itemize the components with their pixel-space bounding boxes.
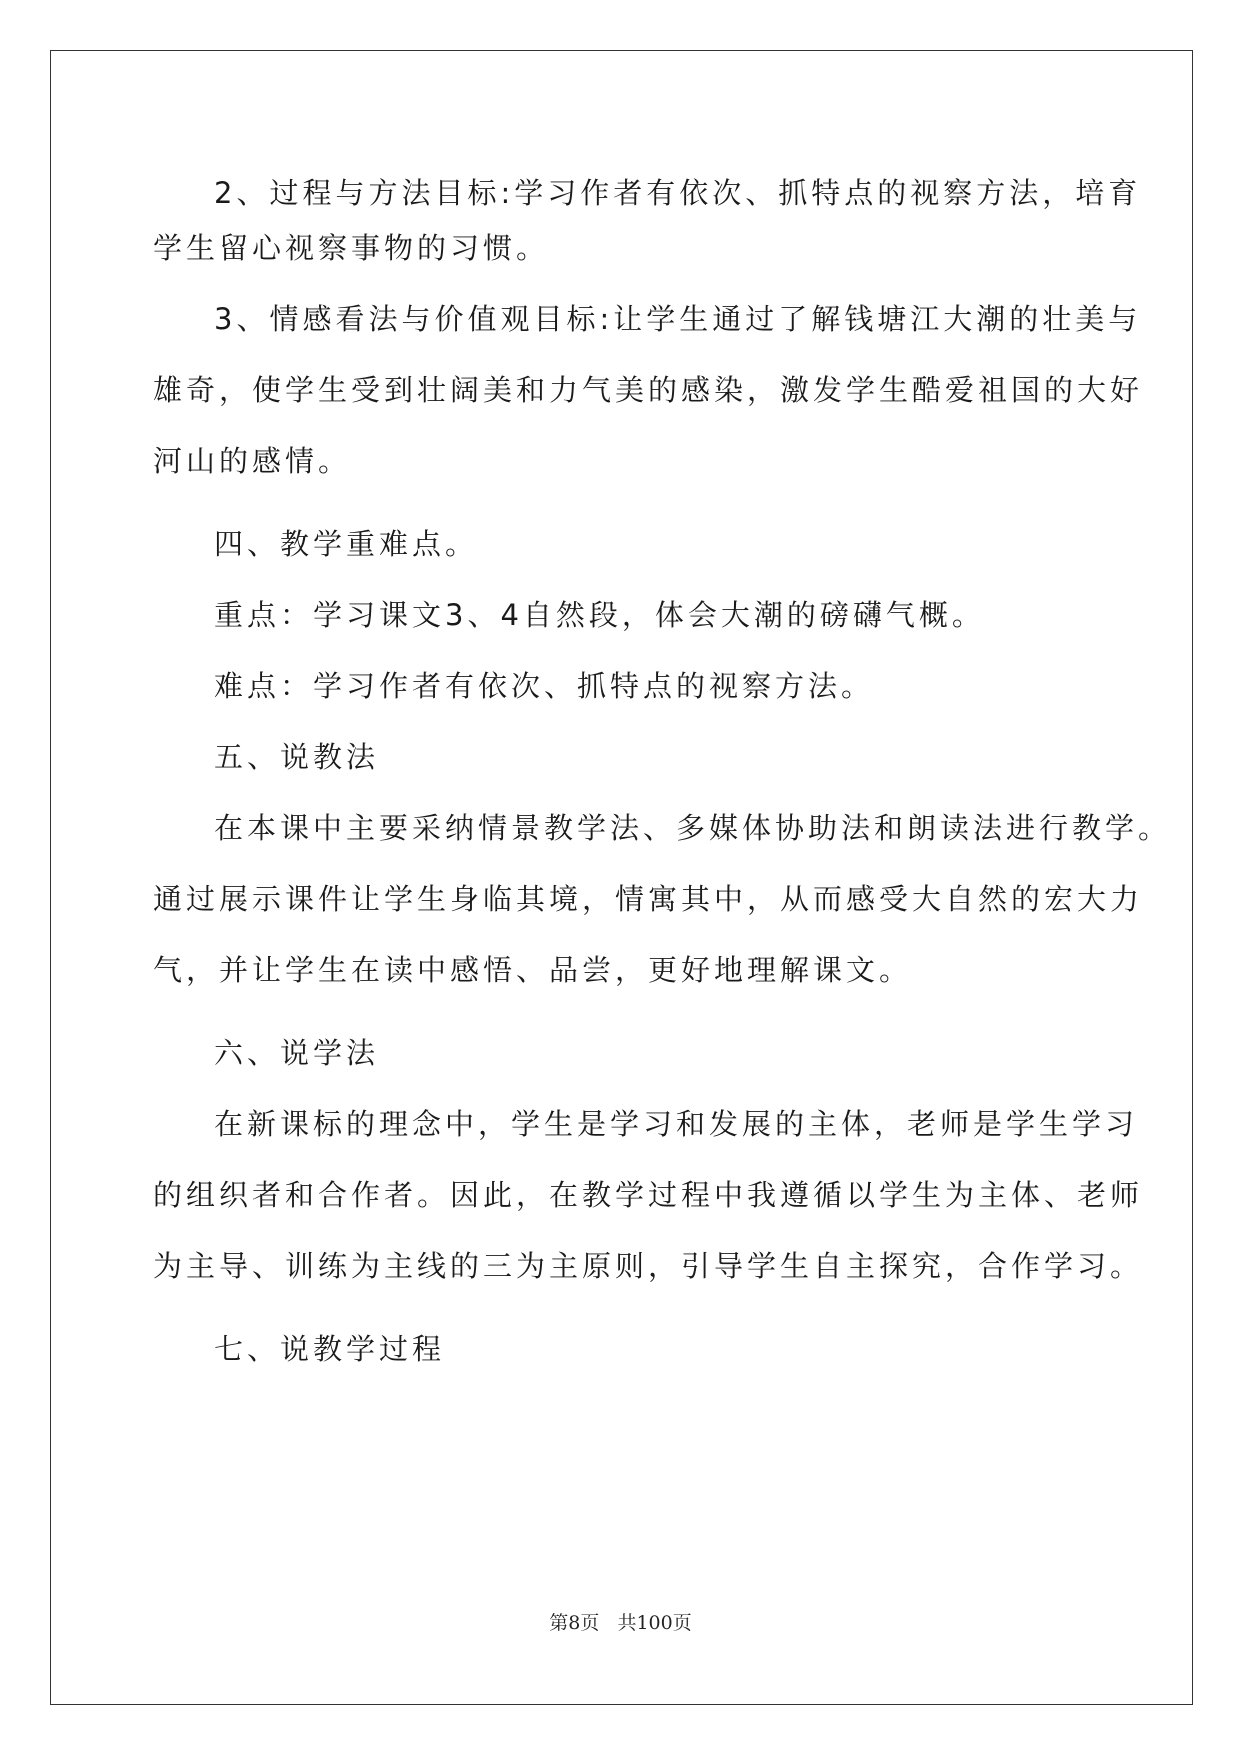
- paragraph-line: 河山的感情。: [153, 444, 352, 478]
- section-heading: 七、说教学过程: [214, 1332, 446, 1366]
- paragraph-line: 雄奇，使学生受到壮阔美和力气美的感染，激发学生酷爱祖国的大好: [153, 373, 1144, 407]
- paragraph-line: 为主导、训练为主线的三为主原则，引导学生自主探究，合作学习。: [153, 1249, 1144, 1283]
- paragraph-line: 在新课标的理念中，学生是学习和发展的主体，老师是学生学习: [214, 1107, 1139, 1141]
- paragraph-line: 难点：学习作者有依次、抓特点的视察方法。: [214, 669, 875, 703]
- paragraph-line: 2、过程与方法目标:学习作者有依次、抓特点的视察方法，培育: [214, 176, 1142, 210]
- paragraph-line: 气，并让学生在读中感悟、品尝，更好地理解课文。: [153, 953, 913, 987]
- page-border: [50, 50, 1193, 1705]
- paragraph-line: 的组织者和合作者。因此，在教学过程中我遵循以学生为主体、老师: [153, 1178, 1144, 1212]
- section-heading: 六、说学法: [214, 1036, 380, 1070]
- section-heading: 四、教学重难点。: [214, 527, 479, 561]
- paragraph-line: 学生留心视察事物的习惯。: [153, 231, 550, 265]
- paragraph-line: 重点：学习课文3、4自然段，体会大潮的磅礴气概。: [214, 598, 985, 632]
- section-heading: 五、说教法: [214, 740, 380, 774]
- page-number: 第8页 共100页: [549, 1612, 692, 1634]
- page-footer: [0, 1608, 1241, 1635]
- paragraph-line: 在本课中主要采纳情景教学法、多媒体协助法和朗读法进行教学。: [214, 811, 1172, 845]
- paragraph-line: 3、情感看法与价值观目标:让学生通过了解钱塘江大潮的壮美与: [214, 302, 1142, 336]
- paragraph-line: 通过展示课件让学生身临其境，情寓其中，从而感受大自然的宏大力: [153, 882, 1144, 916]
